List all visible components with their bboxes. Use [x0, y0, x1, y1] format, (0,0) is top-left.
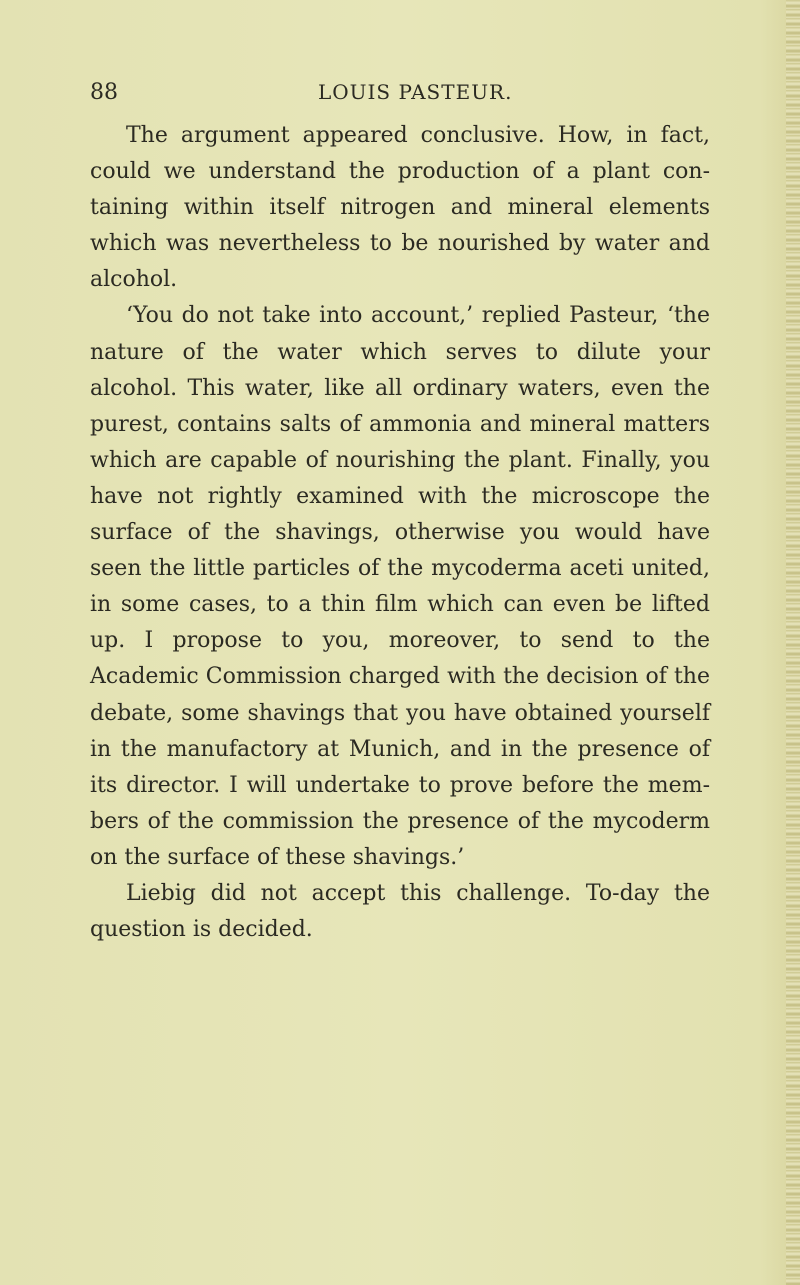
page-number: 88 — [90, 80, 118, 105]
running-title: LOUIS PASTEUR. — [318, 80, 513, 104]
body-text — [90, 118, 710, 948]
running-head — [90, 80, 730, 110]
page-edge — [786, 0, 800, 1285]
paragraph: ‘You do not take into account,’ replied Pasteur, ‘the nature of the water which serves to dilute your alcohol. This water, like all ordinary waters, even the purest, contains salts of ammonia and mineral matters which are capable of nourishing the plant. Finally, you have not rightly examined with the microscope the surface of the shavings, otherwise you would have seen the little particles of the mycoderma aceti united, in some cases, to a thin film which can even be lifted up. I propose to you, moreover, to send to the Academic Commission charged with the decision of the debate, some shavings that you have obtained yourself in the manufactory at Munich, and in the presence of its director. I will undertake to prove before the members of the commission the presence of the mycoderm on the surface of these shavings.’ — [90, 303, 710, 870]
paragraph: The argument appeared conclusive. How, in fact, could we understand the production of a plant containing within itself nitrogen and mineral elements which was nevertheless to be nourished by water and alcohol. — [90, 123, 710, 293]
paragraph: Liebig did not accept this challenge. To-day the question is decided. — [90, 880, 710, 943]
